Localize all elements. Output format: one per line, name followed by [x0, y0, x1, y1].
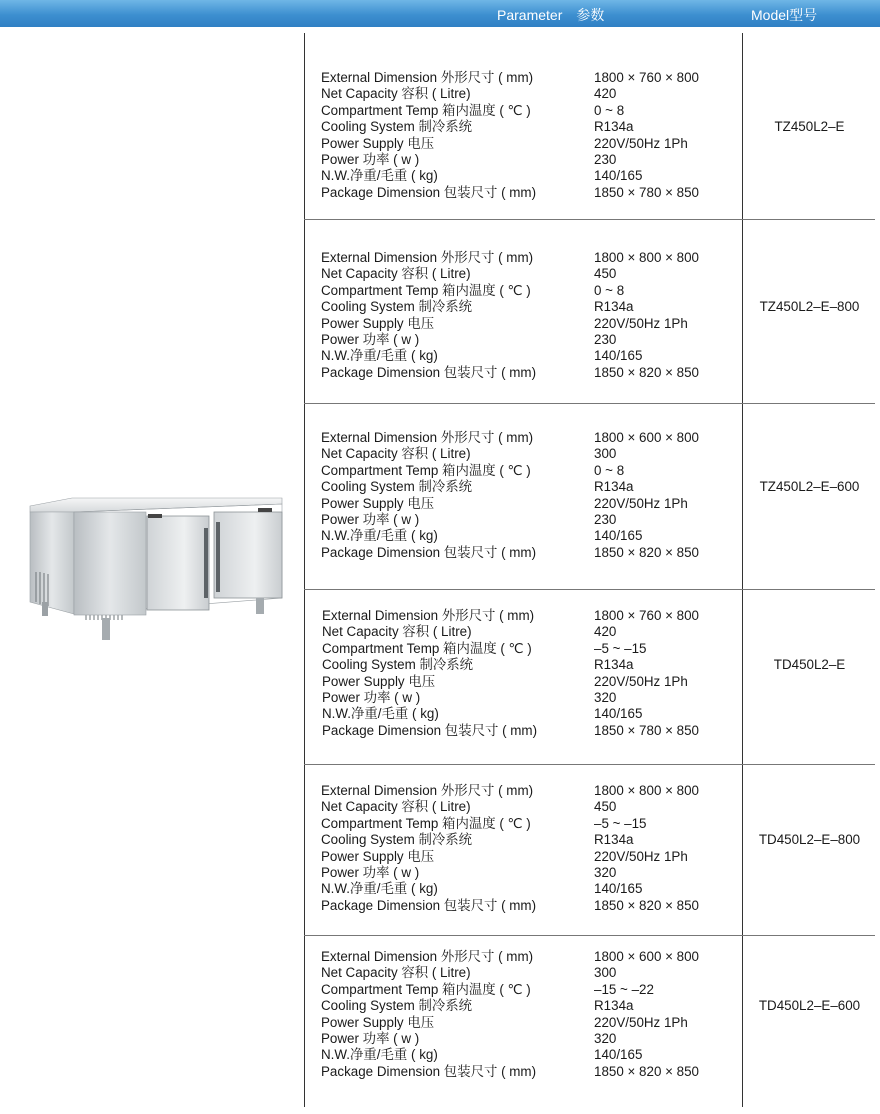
spec-value: –5 ~ –15: [594, 815, 647, 831]
spec-value: 1850 × 820 × 850: [594, 1063, 699, 1079]
spec-label: Power Supply 电压: [321, 848, 435, 864]
spec-label: Net Capacity 容积 ( Litre): [321, 446, 471, 462]
spec-value: 300: [594, 965, 617, 981]
spec-label: Net Capacity 容积 ( Litre): [321, 266, 471, 282]
spec-value: R134a: [594, 119, 634, 135]
spec-label: Cooling System 制冷系统: [321, 119, 473, 135]
spec-value: 140/165: [594, 881, 643, 897]
spec-value: 320: [594, 865, 617, 880]
model-name: TD450L2–E: [773, 657, 846, 672]
spec-label: Package Dimension 包装尺寸 ( mm): [321, 364, 537, 380]
spec-label: External Dimension 外形尺寸 ( mm): [321, 783, 534, 798]
spec-label: Cooling System 制冷系统: [322, 657, 474, 673]
spec-value: 0 ~ 8: [594, 462, 625, 478]
spec-value: 140/165: [594, 1047, 643, 1063]
spec-label: Power Supply 电压: [322, 673, 436, 689]
spec-value: 0 ~ 8: [594, 102, 625, 118]
row-divider: [304, 764, 875, 765]
undercounter-refrigerator-image: [28, 494, 286, 644]
spec-label: N.W.净重/毛重 ( kg): [322, 706, 439, 722]
spec-label: Net Capacity 容积 ( Litre): [322, 624, 472, 640]
spec-label: Package Dimension 包装尺寸 ( mm): [321, 544, 537, 560]
spec-value: –5 ~ –15: [594, 640, 647, 656]
spec-value: 420: [594, 624, 617, 640]
spec-value: 140/165: [594, 706, 643, 722]
spec-label: Cooling System 制冷系统: [321, 832, 473, 848]
model-column-divider: [742, 33, 743, 1107]
table-left-border: [304, 33, 305, 1107]
spec-value: R134a: [594, 998, 634, 1014]
model-name: TD450L2–E–600: [758, 998, 861, 1013]
spec-label: Package Dimension 包装尺寸 ( mm): [321, 897, 537, 913]
spec-label: Power Supply 电压: [321, 1014, 435, 1030]
spec-label: Compartment Temp 箱内温度 ( ℃ ): [321, 102, 531, 118]
spec-label: Compartment Temp 箱内温度 ( ℃ ): [321, 981, 531, 997]
spec-value: 230: [594, 152, 617, 167]
spec-value: 140/165: [594, 528, 643, 544]
spec-label: Net Capacity 容积 ( Litre): [321, 799, 471, 815]
spec-value: 230: [594, 512, 617, 527]
spec-value: –15 ~ –22: [594, 981, 654, 997]
spec-value: 300: [594, 446, 617, 462]
spec-label: External Dimension 外形尺寸 ( mm): [322, 608, 535, 623]
spec-value: 1850 × 780 × 850: [594, 184, 699, 200]
model-header: Model型号: [751, 7, 818, 23]
spec-label: Power 功率 ( w ): [321, 152, 420, 167]
model-name: TZ450L2–E–800: [759, 299, 860, 314]
spec-label: Power 功率 ( w ): [321, 332, 420, 347]
spec-value: 1850 × 820 × 850: [594, 897, 699, 913]
spec-value: R134a: [594, 832, 634, 848]
table-header-bar: [0, 0, 880, 27]
row-divider: [304, 589, 875, 590]
spec-label: Package Dimension 包装尺寸 ( mm): [322, 722, 538, 738]
spec-value: 1850 × 780 × 850: [594, 722, 699, 738]
spec-label: Net Capacity 容积 ( Litre): [321, 86, 471, 102]
spec-label: N.W.净重/毛重 ( kg): [321, 348, 438, 364]
spec-label: N.W.净重/毛重 ( kg): [321, 881, 438, 897]
model-name: TZ450L2–E–600: [759, 479, 860, 494]
spec-label: N.W.净重/毛重 ( kg): [321, 1047, 438, 1063]
spec-label: Cooling System 制冷系统: [321, 479, 473, 495]
spec-value: 220V/50Hz 1Ph: [594, 673, 688, 689]
spec-value: 450: [594, 799, 617, 815]
model-name: TZ450L2–E: [774, 119, 845, 134]
spec-value: 320: [594, 1031, 617, 1046]
spec-label: Power 功率 ( w ): [321, 512, 420, 527]
spec-value: 230: [594, 332, 617, 347]
spec-label: Net Capacity 容积 ( Litre): [321, 965, 471, 981]
spec-value: 140/165: [594, 168, 643, 184]
spec-label: Power 功率 ( w ): [321, 865, 420, 880]
spec-value: 450: [594, 266, 617, 282]
spec-label: External Dimension 外形尺寸 ( mm): [321, 430, 534, 445]
spec-label: N.W.净重/毛重 ( kg): [321, 168, 438, 184]
parameter-header: Parameter 参数: [497, 7, 605, 23]
spec-value: 1800 × 800 × 800: [594, 250, 699, 265]
spec-value: 1800 × 800 × 800: [594, 783, 699, 798]
row-divider: [304, 935, 875, 936]
spec-value: 420: [594, 86, 617, 102]
spec-label: Power Supply 电压: [321, 495, 435, 511]
spec-label: Compartment Temp 箱内温度 ( ℃ ): [321, 282, 531, 298]
spec-label: External Dimension 外形尺寸 ( mm): [321, 250, 534, 265]
spec-value: R134a: [594, 479, 634, 495]
spec-value: 220V/50Hz 1Ph: [594, 1014, 688, 1030]
spec-label: Compartment Temp 箱内温度 ( ℃ ): [321, 462, 531, 478]
spec-value: 1800 × 600 × 800: [594, 430, 699, 445]
row-divider: [304, 403, 875, 404]
spec-value: 1850 × 820 × 850: [594, 544, 699, 560]
spec-label: Power Supply 电压: [321, 315, 435, 331]
spec-label: Package Dimension 包装尺寸 ( mm): [321, 184, 537, 200]
row-divider: [304, 219, 875, 220]
spec-value: R134a: [594, 657, 634, 673]
spec-label: Power 功率 ( w ): [321, 1031, 420, 1046]
spec-value: R134a: [594, 299, 634, 315]
spec-value: 0 ~ 8: [594, 282, 625, 298]
spec-label: Package Dimension 包装尺寸 ( mm): [321, 1063, 537, 1079]
spec-value: 140/165: [594, 348, 643, 364]
spec-label: External Dimension 外形尺寸 ( mm): [321, 949, 534, 964]
spec-value: 1800 × 600 × 800: [594, 949, 699, 964]
spec-value: 1800 × 760 × 800: [594, 608, 699, 623]
spec-value: 220V/50Hz 1Ph: [594, 135, 688, 151]
spec-value: 220V/50Hz 1Ph: [594, 315, 688, 331]
model-name: TD450L2–E–800: [758, 832, 861, 847]
spec-label: Power Supply 电压: [321, 135, 435, 151]
spec-value: 1850 × 820 × 850: [594, 364, 699, 380]
spec-label: Compartment Temp 箱内温度 ( ℃ ): [322, 640, 532, 656]
spec-label: N.W.净重/毛重 ( kg): [321, 528, 438, 544]
spec-value: 1800 × 760 × 800: [594, 70, 699, 85]
spec-label: Cooling System 制冷系统: [321, 998, 473, 1014]
spec-label: External Dimension 外形尺寸 ( mm): [321, 70, 534, 85]
spec-value: 220V/50Hz 1Ph: [594, 495, 688, 511]
spec-label: Cooling System 制冷系统: [321, 299, 473, 315]
spec-value: 320: [594, 690, 617, 705]
spec-label: Compartment Temp 箱内温度 ( ℃ ): [321, 815, 531, 831]
spec-label: Power 功率 ( w ): [322, 690, 421, 705]
spec-value: 220V/50Hz 1Ph: [594, 848, 688, 864]
